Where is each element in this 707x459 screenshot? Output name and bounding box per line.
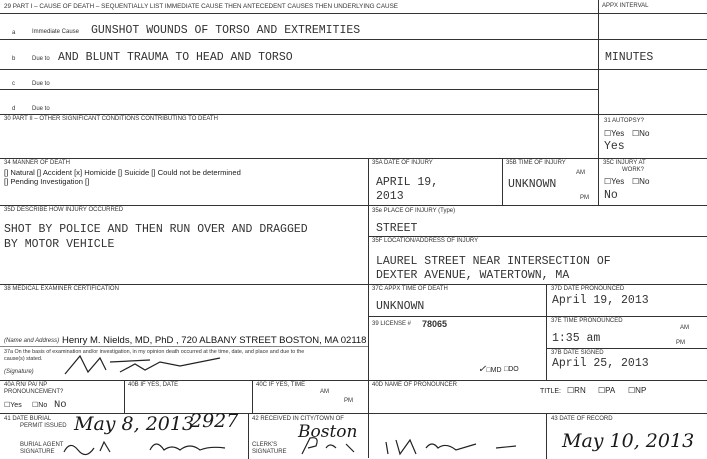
title-pa-label: PA [605,386,616,395]
rule-examiner-name [0,346,368,347]
location-label: 35F LOCATION/ADDRESS OF INJURY [372,238,479,244]
rule-37d-col [546,284,547,380]
interval-b: MINUTES [605,51,654,64]
rule-row-c [0,89,598,90]
title-np-label: NP [635,386,647,395]
part2-header: 30 PART II – OTHER SIGNIFICANT CONDITIONS CONTRIBUTING TO DEATH [4,116,218,122]
cert-text-2: cause(s) stated. [4,356,43,362]
how-injury-line1: SHOT BY POLICE AND THEN RUN OVER AND DRAGGED [4,223,308,236]
rule-35f [368,236,707,237]
date-pronounced-label: 37D DATE PRONOUNCED [551,286,625,292]
title-np-option[interactable]: ☐NP [628,386,647,395]
burial-agent-label-1: BURIAL AGENT [20,442,64,448]
burial-agent-label-2: SIGNATURE [20,449,55,455]
interval-header: APPX INTERVAL [602,3,649,9]
row-a-letter: a [12,30,16,36]
at-work-label-2: WORK? [622,167,645,173]
autopsy-no-label: No [639,129,650,138]
examiner-name-value: Henry M. Nields, MD, PhD , 720 ALBANY STREET BOSTON, MA 02118 [62,335,367,346]
injury-time-pm: PM [580,195,589,201]
md-option[interactable]: ✓□MD [478,364,502,375]
injury-date-line2: 2013 [376,190,404,203]
row-a-label: Immediate Cause [32,29,80,35]
title-pa-option[interactable]: ☐PA [598,386,616,395]
autopsy-label: 31 AUTOPSY? [604,118,644,124]
clerk-label-1: CLERK'S [252,442,278,448]
if-yes-time-label: 40C IF YES, TIME [256,382,306,388]
at-work-yes-option[interactable]: ☐Yes [604,177,625,186]
rule-row-d [0,114,707,115]
burial-date-value: May 8, 2013 [74,413,195,435]
date-signed-label: 37B DATE SIGNED [551,350,604,356]
how-injury-line2: BY MOTOR VEHICLE [4,238,115,251]
rn-pa-no-option[interactable]: ☐No [32,402,48,409]
how-injury-label: 35D DESCRIBE HOW INJURY OCCURRED [4,207,124,213]
burial-agent-signature [60,436,240,458]
manner-label: 34 MANNER OF DEATH [4,160,70,166]
do-label: DO [508,366,519,373]
rule-43-col [546,413,547,459]
at-work-no-label: No [639,177,650,186]
rule-40b-col [124,380,125,413]
rule-interval-col [598,0,599,114]
do-option[interactable]: □DO [504,366,519,373]
received-label: 42 RECEIVED IN CITY/TOWN OF [252,416,344,422]
appx-time-label: 37C APPX TIME OF DEATH [372,286,448,292]
injury-date-label: 35A DATE OF INJURY [372,160,433,166]
rn-pa-no-label: No [38,402,48,409]
autopsy-yes-option[interactable]: ☐Yes [604,129,625,138]
autopsy-no-option[interactable]: ☐No [632,129,650,138]
rule-35d [0,205,707,206]
row-b-letter: b [12,56,16,62]
signature-label: (Signature) [4,369,34,375]
examiner-signature [60,352,230,378]
row-d-label: Due to [32,106,50,112]
row-b-label: Due to [32,56,50,62]
if-yes-date-label: 40B IF YES, DATE [128,382,179,388]
rule-38 [0,284,707,285]
rn-pa-value: No [54,399,67,411]
rule-top [0,13,707,14]
pronouncer-label: 40D NAME OF PRONOUNCER [372,382,458,388]
burial-date-label-1: 41 DATE BURIAL [4,416,52,422]
time-pronounced-label: 37E TIME PRONOUNCED [551,318,623,324]
injury-time-am: AM [576,170,585,176]
record-value: May 10, 2013 [562,430,695,452]
time-pronounced-value: 1:35 am [552,332,601,345]
rule-42-col [248,413,249,459]
at-work-no-option[interactable]: ☐No [632,177,650,186]
location-line2: DEXTER AVENUE, WATERTOWN, MA [376,269,570,282]
at-work-yes-label: Yes [611,177,625,186]
license-label: 39 LICENSE # [372,321,412,327]
rule-part2 [0,158,707,159]
date-signed-value: April 25, 2013 [552,357,649,370]
place-injury-value: STREET [376,222,418,235]
cert-text-1: 37a On the basis of examination and/or investigation, in my opinion death occurred at the time, date, and place and due to the [4,349,305,355]
title-rn-label: RN [574,386,586,395]
rule-40c-col [252,380,253,413]
md-label: MD [490,367,502,374]
rn-pa-yes-option[interactable]: ☐Yes [4,402,22,409]
cause-immediate: GUNSHOT WOUNDS OF TORSO AND EXTREMITIES [91,24,361,37]
date-pronounced-value: April 19, 2013 [552,294,649,307]
rn-pa-yes-label: Yes [10,402,22,409]
record-label: 43 DATE OF RECORD [551,416,613,422]
clerk-signature [296,434,536,458]
row-d-letter: d [12,106,16,112]
time-pronounced-pm: PM [676,340,685,346]
title-rn-option[interactable]: ☐RN [567,386,586,395]
location-line1: LAUREL STREET NEAR INTERSECTION OF [376,255,611,268]
burial-date-label-2: PERMIT ISSUED [20,423,67,429]
at-work-label-1: 35C INJURY AT [603,160,646,166]
time-pronounced-am: AM [680,325,689,331]
manner-options-line2[interactable]: [] Pending Investigation [] [4,177,90,186]
appx-time-value: UNKNOWN [376,300,425,313]
if-yes-time-am: AM [320,389,329,395]
permit-number: 2927 [190,410,239,432]
autopsy-yes-label: Yes [611,129,625,138]
clerk-label-2: SIGNATURE [252,449,287,455]
cause-due-to-b: AND BLUNT TRAUMA TO HEAD AND TORSO [58,51,293,64]
rule-row-a [0,39,707,40]
injury-time-label: 35B TIME OF INJURY [506,160,566,166]
place-injury-label: 35e PLACE OF INJURY (Type) [372,208,456,214]
row-c-letter: c [12,81,15,87]
rule-37b [546,348,707,349]
rule-autopsy-col [598,114,599,158]
rule-35c-col [598,158,599,205]
injury-time-value: UNKNOWN [508,178,557,191]
autopsy-value: Yes [604,140,625,153]
license-value: 78065 [422,319,448,329]
examiner-label: 38 MEDICAL EXAMINER CERTIFICATION [4,286,119,292]
rule-37e [368,316,707,317]
row-c-label: Due to [32,81,50,87]
pronouncer-title-label: TITLE: [540,388,562,395]
at-work-value: No [604,189,618,202]
injury-date-line1: APRIL 19, [376,176,439,189]
manner-options-line1[interactable]: [] Natural [] Accident [x] Homicide [] Suicide [] Could not be determined [4,168,241,177]
received-value: Boston [298,422,358,442]
rule-row-b [0,69,707,70]
part1-header: 29 PART I – CAUSE OF DEATH – SEQUENTIALLY LIST IMMEDIATE CAUSE THEN ANTECEDENT CAUSES THEN UNDERLYING CAUSE [4,3,398,10]
if-yes-time-pm: PM [344,398,353,404]
examiner-name-label: (Name and Address) [4,338,60,344]
rule-40 [0,380,707,381]
rule-35b-col [502,158,503,205]
rn-pa-label-2: PRONOUNCEMENT? [4,389,64,395]
rn-pa-label-1: 40A RN/ PA/ NP [4,382,48,388]
